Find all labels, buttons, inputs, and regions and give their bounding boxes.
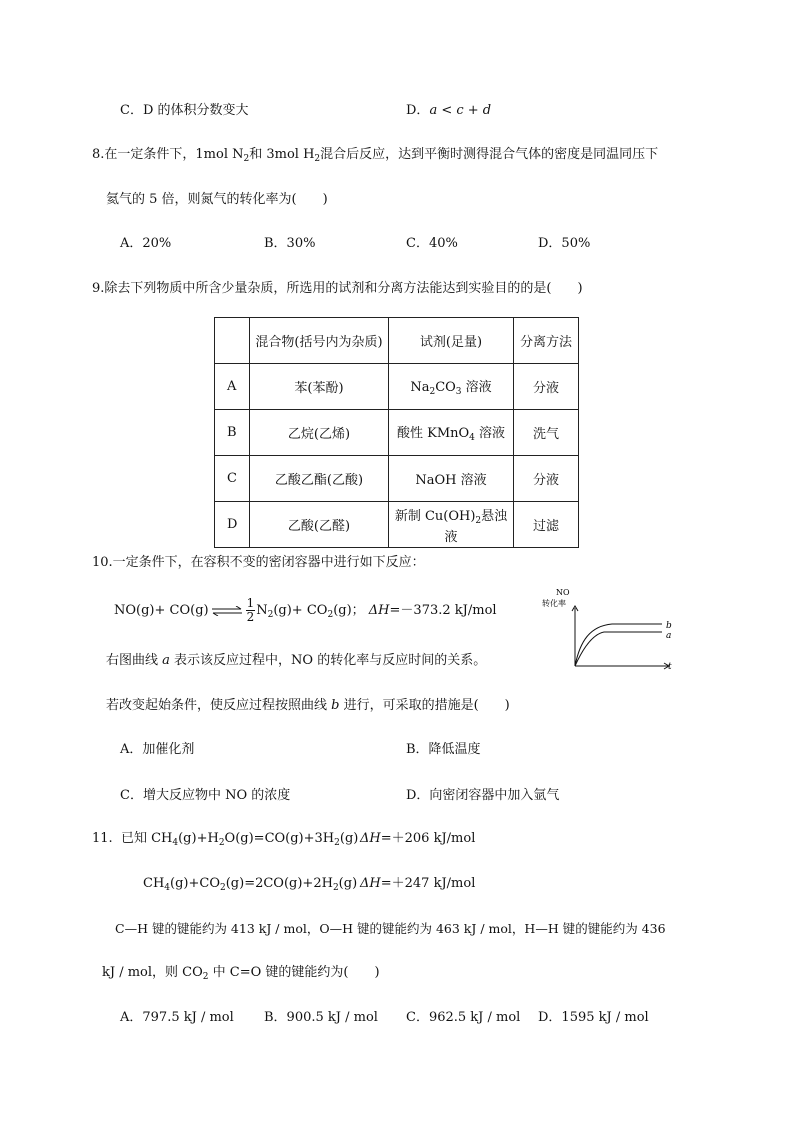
table-header-cell <box>215 318 250 364</box>
reagent-text: Na <box>410 380 430 395</box>
row-mixture: 乙酸乙酯(乙酸) <box>250 456 389 502</box>
q7-option-d <box>406 102 491 120</box>
reagent-text: 溶液 <box>461 380 492 395</box>
reagent-text: 酸性 KMnO <box>396 426 470 441</box>
q11-line2 <box>143 875 357 897</box>
row-method: 分液 <box>514 456 579 502</box>
delta-h-label: ΔH <box>360 876 381 891</box>
q8-text-a: 8.在一定条件下，1mol N <box>92 147 244 162</box>
reagent-sub: 3 <box>455 387 462 397</box>
q11-sub: 2 <box>334 838 340 848</box>
table-row <box>215 410 579 456</box>
q8-sub-h2: 2 <box>314 154 321 164</box>
curve-a-label: a <box>666 631 672 641</box>
q8-option-b: B．30% <box>264 236 316 251</box>
frac-numerator: 1 <box>246 596 255 610</box>
frac-denominator: 2 <box>246 610 255 624</box>
eq-right: (g)； <box>333 603 365 618</box>
reagent-text: 悬浊液 <box>444 508 508 545</box>
delta-h-value: =－373.2 kJ/mol <box>389 603 497 618</box>
q11-line1 <box>92 830 358 852</box>
reagent-text: 溶液 <box>474 426 506 441</box>
q8-stem-line1 <box>92 146 658 168</box>
curve-var: b <box>331 698 340 713</box>
q11-text: (g) <box>338 876 358 891</box>
reagent-sub: 2 <box>475 515 482 526</box>
q11-text: (g) <box>339 831 359 846</box>
q11-sub: 2 <box>332 883 339 893</box>
row-method: 分液 <box>514 364 579 410</box>
row-mixture: 苯(苯酚) <box>250 364 389 410</box>
reagent-sub: 4 <box>469 433 475 443</box>
curve-var: a <box>162 653 170 668</box>
row-method: 洗气 <box>514 410 579 456</box>
q10-option-c: C．增大反应物中 NO 的浓度 <box>120 788 291 803</box>
q11-text: O(g)=CO(g)+3H <box>224 831 335 846</box>
delta-h-label: ΔH <box>368 603 390 618</box>
delta-h-label: ΔH <box>360 831 381 846</box>
delta-h-value: =＋247 kJ/mol <box>380 876 476 891</box>
q8-stem-line2: 氦气的 5 倍，则氮气的转化率为( ) <box>106 192 328 207</box>
q11-text: 已知 CH <box>120 831 173 846</box>
q8-text-b: 和 3mol H <box>249 147 315 162</box>
table-header-row <box>215 318 579 364</box>
conversion-time-graph <box>538 586 678 670</box>
eq-sub: 2 <box>267 610 274 620</box>
q11-text: (g)+CO <box>170 876 220 891</box>
q10-text: 若改变起始条件，使反应过程按照曲线 <box>106 698 332 713</box>
reagent-text: 新制 Cu(OH) <box>394 508 476 524</box>
q8-option-d: D．50% <box>538 236 591 251</box>
time-axis-label: t <box>668 662 672 670</box>
q10-option-a: A．加催化剂 <box>120 742 195 757</box>
reagent-sub: 2 <box>429 387 436 397</box>
q10-text: 右图曲线 <box>106 653 163 668</box>
q11-dh1 <box>360 830 475 848</box>
q11-sub: 4 <box>172 838 179 848</box>
q11-sub: 2 <box>202 972 209 982</box>
row-mixture: 乙烷(乙烯) <box>250 410 389 456</box>
table-row <box>215 502 579 548</box>
q11-line3: C—H 键的键能约为 413 kJ / mol，O—H 键的键能约为 463 kJ / mol，H—H 键的键能约为 436 <box>115 921 666 936</box>
q10-text: 表示该反应过程中，NO 的转化率与反应时间的关系。 <box>169 653 487 668</box>
table-header-cell: 分离方法 <box>514 318 579 364</box>
q9-stem: 9.除去下列物质中所含少量杂质，所选用的试剂和分离方法能达到实验目的的是( ) <box>92 281 583 296</box>
q8-option-c: C．40% <box>406 236 458 251</box>
eq-right: N <box>256 603 268 618</box>
q10-text: 进行，可采取的措施是( ) <box>339 698 510 713</box>
row-method: 过滤 <box>514 502 579 548</box>
q10-stem: 10.一定条件下，在容积不变的密闭容器中进行如下反应： <box>92 555 425 570</box>
half-fraction <box>246 597 256 624</box>
row-key: B <box>215 410 250 456</box>
row-key: A <box>215 364 250 410</box>
eq-left: NO(g)+ CO(g) <box>114 603 209 618</box>
q11-option-b: B．900.5 kJ / mol <box>264 1010 378 1025</box>
table-header-cell: 试剂(足量) <box>389 318 514 364</box>
eq-sub: 2 <box>327 610 334 620</box>
q11-line4 <box>102 964 380 986</box>
row-reagent <box>389 502 514 548</box>
row-reagent <box>389 364 514 410</box>
q7-option-d-expr: a < c + d <box>429 103 492 118</box>
q11-option-a: A．797.5 kJ / mol <box>120 1010 234 1025</box>
q11-text: (g)=2CO(g)+2H <box>225 876 333 891</box>
q11-text: kJ / mol，则 CO <box>102 965 203 980</box>
curve-b-label: b <box>666 621 672 631</box>
q11-option-d: D．1595 kJ / mol <box>538 1010 649 1025</box>
row-reagent <box>389 410 514 456</box>
separation-table <box>214 317 579 548</box>
q7-option-d-prefix: D． <box>406 103 430 118</box>
q10-option-d: D．向密闭容器中加入氩气 <box>406 788 560 803</box>
reagent-text: CO <box>435 380 456 395</box>
q10-option-b: B．降低温度 <box>406 742 481 757</box>
q11-number: 11. <box>92 831 113 846</box>
row-key: C <box>215 456 250 502</box>
q11-sub: 2 <box>220 883 226 893</box>
graph-ylabel-rate: 转化率 <box>542 599 566 608</box>
equilibrium-arrow-icon <box>211 606 243 616</box>
q11-sub: 2 <box>218 838 225 848</box>
q10-line3 <box>106 652 486 670</box>
delta-h-value: =＋206 kJ/mol <box>380 831 476 846</box>
table-header-cell: 混合物(括号内为杂质) <box>250 318 389 364</box>
q8-text-c: 混合后反应，达到平衡时测得混合气体的密度是同温同压下 <box>320 147 659 162</box>
curve-b <box>575 624 662 666</box>
q11-sub: 4 <box>164 883 171 893</box>
eq-right: (g)+ CO <box>273 603 328 618</box>
row-reagent: NaOH 溶液 <box>389 456 514 502</box>
row-key: D <box>215 502 250 548</box>
curve-a <box>575 632 662 666</box>
table-row <box>215 456 579 502</box>
q11-text: (g)+H <box>178 831 219 846</box>
q7-option-c: C．D 的体积分数变大 <box>120 103 249 118</box>
q11-text: 中 C=O 键的键能约为( ) <box>208 965 380 980</box>
q11-dh2 <box>360 875 475 893</box>
q8-option-a: A．20% <box>120 236 172 251</box>
q10-line4 <box>106 697 510 715</box>
q11-option-c: C．962.5 kJ / mol <box>406 1010 521 1025</box>
q8-sub-n2: 2 <box>243 154 250 164</box>
graph-ylabel-no: NO <box>556 588 570 597</box>
row-mixture: 乙酸(乙醛) <box>250 502 389 548</box>
table-row <box>215 364 579 410</box>
q11-text: CH <box>143 876 165 891</box>
q10-equation <box>114 596 497 630</box>
